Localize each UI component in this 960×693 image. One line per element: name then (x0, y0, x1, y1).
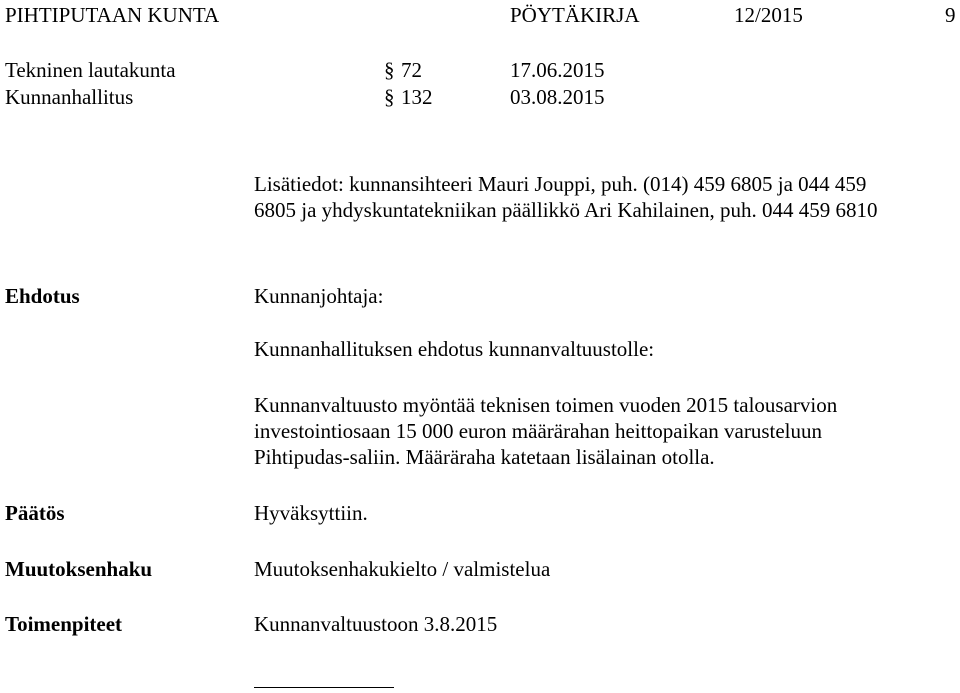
info-line: Lisätiedot: kunnansihteeri Mauri Jouppi, puh. (014) 459 6805 ja 044 459 (254, 172, 867, 196)
ehdotus-body-line: Kunnanvaltuusto myöntää teknisen toimen vuoden 2015 talousarvion (254, 393, 838, 417)
municipality-name: PIHTIPUTAAN KUNTA (5, 3, 220, 27)
paatos-label: Päätös (5, 501, 65, 525)
ehdotus-body-line: Pihtipudas-saliin. Määräraha katetaan lisälainan otolla. (254, 445, 715, 469)
ehdotus-body-line: investointiosaan 15 000 euron määrärahan heittopaikan varusteluun (254, 419, 822, 443)
reference-date: 17.06.2015 (510, 58, 605, 82)
section-sign: § (384, 85, 395, 109)
signature-rule (254, 687, 394, 688)
paatos-text: Hyväksyttiin. (254, 501, 368, 525)
info-line: 6805 ja yhdyskuntatekniikan päällikkö Ari Kahilainen, puh. 044 459 6810 (254, 198, 878, 222)
ehdotus-label: Ehdotus (5, 284, 80, 308)
reference-date: 03.08.2015 (510, 85, 605, 109)
section-sign: § (384, 58, 395, 82)
ehdotus-speaker: Kunnanjohtaja: (254, 284, 384, 308)
muutoksenhaku-text: Muutoksenhakukielto / valmistelua (254, 557, 551, 581)
toimenpiteet-text: Kunnanvaltuustoon 3.8.2015 (254, 612, 498, 636)
ehdotus-intro: Kunnanhallituksen ehdotus kunnanvaltuustolle: (254, 337, 655, 361)
document-type: PÖYTÄKIRJA (510, 3, 640, 27)
reference-number: 72 (401, 58, 422, 82)
page-number: 9 (945, 3, 956, 27)
reference-number: 132 (401, 85, 433, 109)
document-number: 12/2015 (734, 3, 803, 27)
toimenpiteet-label: Toimenpiteet (5, 612, 123, 636)
muutoksenhaku-label: Muutoksenhaku (5, 557, 153, 581)
reference-body: Kunnanhallitus (5, 85, 134, 109)
reference-body: Tekninen lautakunta (5, 58, 176, 82)
